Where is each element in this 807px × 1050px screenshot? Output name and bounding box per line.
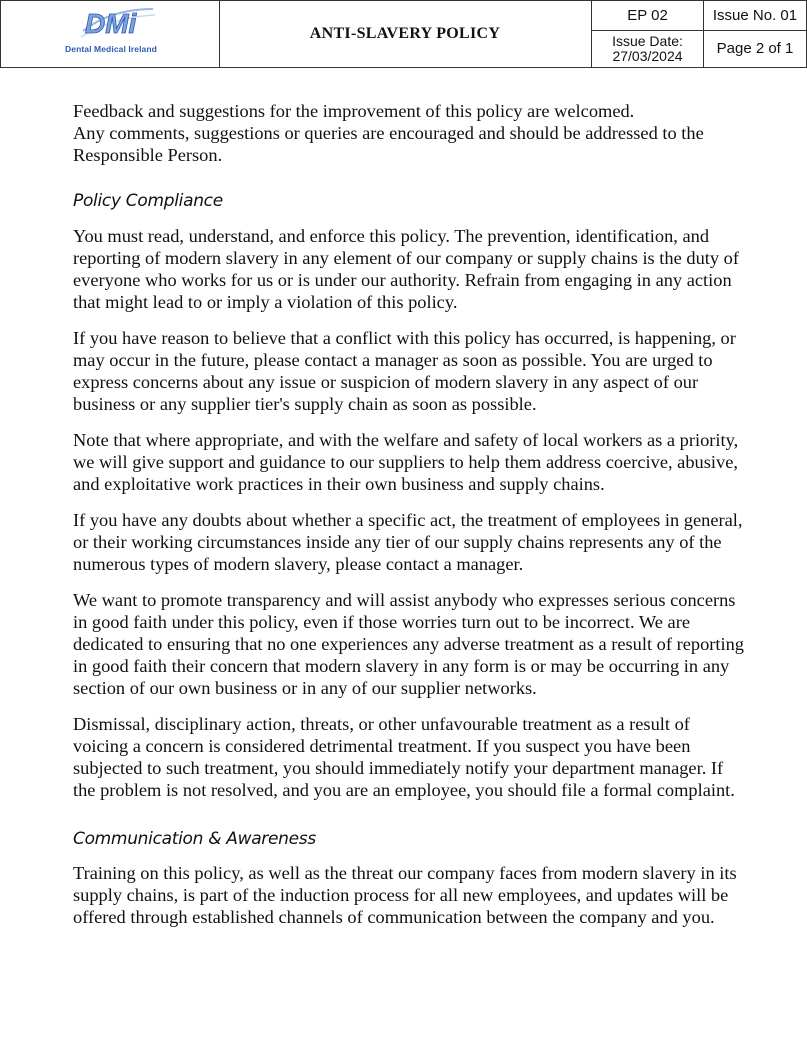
- compliance-paragraph-6: Dismissal, disciplinary action, threats, or other unfavourable treatment as a result of voicing a concern is considered detrimental treatment. If you suspect you have been subjected to such treatment, you should immediately notify your department manager. If the problem is not resolved, and you are an employee, you should file a formal complaint.: [73, 714, 735, 800]
- issue-date-value: 27/03/2024: [612, 48, 683, 64]
- document-title: ANTI-SLAVERY POLICY: [219, 0, 592, 68]
- document-header: [0, 0, 807, 68]
- communication-paragraph-1: Training on this policy, as well as the threat our company faces from modern slavery in its supply chains, is part of the induction process for all new employees, and updates will be offered through established channels of communication between the company and you.: [73, 863, 737, 927]
- issue-date: [591, 30, 704, 68]
- section-heading-policy-compliance: Policy Compliance: [73, 191, 223, 211]
- issue-date-label: Issue Date:: [612, 33, 683, 50]
- intro-line-2: Any comments, suggestions or queries are encouraged and should be addressed to the Responsible Person.: [73, 123, 704, 165]
- svg-text:DMi: DMi: [85, 8, 137, 39]
- intro-paragraph: [73, 100, 745, 166]
- section-heading-communication-awareness: Communication & Awareness: [73, 829, 316, 849]
- compliance-paragraph-1: You must read, understand, and enforce this policy. The prevention, identification, and reporting of modern slavery in any element of our company or supply chains is the duty of everyone who works for us or is under our authority. Refrain from engaging in any action that might lead to or imply a violation of this policy.: [73, 226, 739, 312]
- compliance-paragraph-2: If you have reason to believe that a conflict with this policy has occurred, is happening, or may occur in the future, please contact a manager as soon as possible. You are urged to express concerns about any issue or suspicion of modern slavery in any aspect of our business or any supplier tier's supply chain as soon as possible.: [73, 328, 736, 414]
- page-number: Page 2 of 1: [703, 30, 807, 68]
- issue-number: Issue No. 01: [703, 0, 807, 31]
- logo-cell: [0, 0, 220, 68]
- compliance-paragraph-3: Note that where appropriate, and with the welfare and safety of local workers as a priority, we will give support and guidance to our suppliers to help them address coercive, abusive, and exploitative work practices in their own business and supply chains.: [73, 430, 739, 494]
- doc-code: EP 02: [591, 0, 704, 31]
- dmi-logo-mark: [63, 3, 159, 47]
- company-name: Dental Medical Ireland: [65, 44, 157, 54]
- compliance-paragraph-4: If you have any doubts about whether a specific act, the treatment of employees in general, or their working circumstances inside any tier of our supply chains represents any of the numerous types of modern slavery, please contact a manager.: [73, 510, 743, 574]
- compliance-paragraph-5: We want to promote transparency and will assist anybody who expresses serious concerns in good faith under this policy, even if those worries turn out to be incorrect. We are dedicated to ensuring that no one experiences any adverse treatment as a result of reporting in good faith their concern that modern slavery in any form is or may be occurring in any section of our own business or in any of our supplier networks.: [73, 590, 744, 698]
- document-body: [73, 100, 745, 942]
- intro-line-1: Feedback and suggestions for the improvement of this policy are welcomed.: [73, 101, 635, 121]
